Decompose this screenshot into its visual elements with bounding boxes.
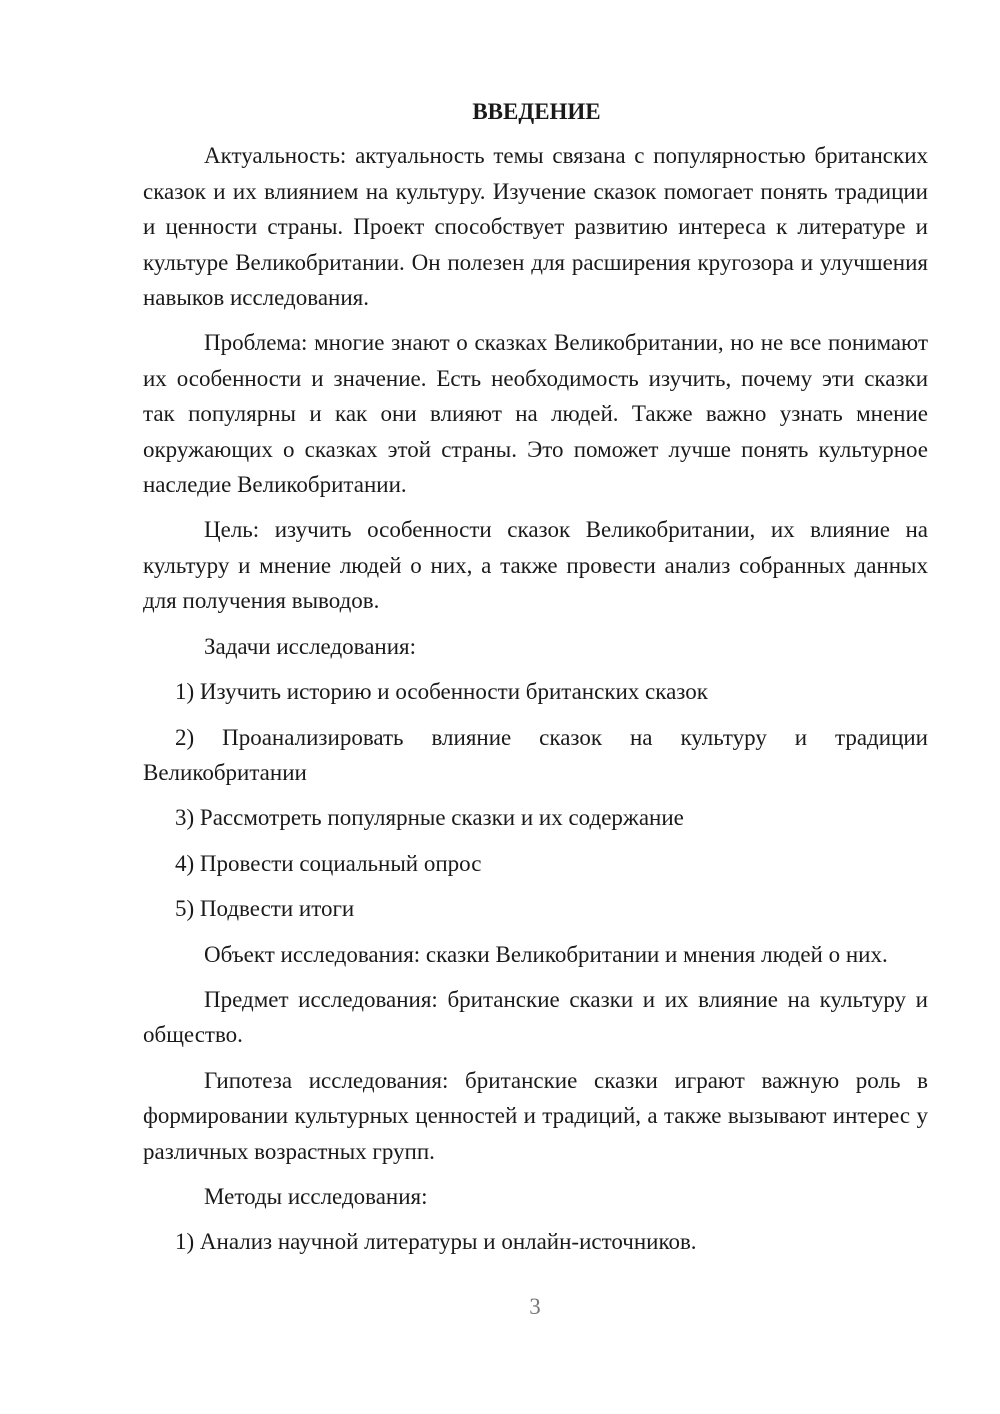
- method-item: 1) Анализ научной литературы и онлайн-источников.: [175, 1229, 697, 1255]
- task-item: 4) Провести социальный опрос: [175, 850, 482, 876]
- methods-heading: Методы исследования:: [204, 1183, 428, 1209]
- tasks-list: [143, 674, 928, 926]
- relevance-paragraph: Актуальность: актуальность темы связана с популярностью британских сказок и их влиянием на культуру. Изучение сказок помогает понять традиции и ценности страны. Проект способствует развитию интереса к литературе и культуре Великобритании. Он полезен для расширения кругозора и улучшения навыков исследования.: [143, 143, 928, 311]
- goal-paragraph: Цель: изучить особенности сказок Великобритании, их влияние на культуру и мнение людей о них, а также провести анализ собранных данных для получения выводов.: [143, 517, 928, 614]
- problem-paragraph: Проблема: многие знают о сказках Великобритании, но не все понимают их особенности и значение. Есть необходимость изучить, почему эти сказки так популярны и как они влияют на людей. Также важно узнать мнение окружающих о сказках этой страны. Это поможет лучше понять культурное наследие Великобритании.: [143, 330, 928, 498]
- page-title: ВВЕДЕНИЕ: [472, 99, 601, 124]
- hypothesis-paragraph: Гипотеза исследования: британские сказки играют важную роль в формировании культурных ценностей и традиций, а также вызывают интерес у различных возрастных групп.: [143, 1067, 928, 1164]
- task-item: 2) Проанализировать влияние сказок на культуру и традиции Великобритании: [143, 724, 928, 785]
- task-item: 1) Изучить историю и особенности британских сказок: [175, 679, 708, 705]
- methods-list: [143, 1224, 928, 1259]
- subject-paragraph: Предмет исследования: британские сказки и их влияние на культуру и общество.: [143, 986, 928, 1048]
- tasks-heading: Задачи исследования:: [204, 633, 417, 659]
- task-item: 3) Рассмотреть популярные сказки и их содержание: [175, 805, 684, 831]
- task-item: 5) Подвести итоги: [175, 896, 355, 922]
- page-body: [143, 94, 928, 1270]
- object-paragraph: Объект исследования: сказки Великобритании и мнения людей о них.: [204, 941, 888, 967]
- page-number: 3: [529, 1294, 541, 1319]
